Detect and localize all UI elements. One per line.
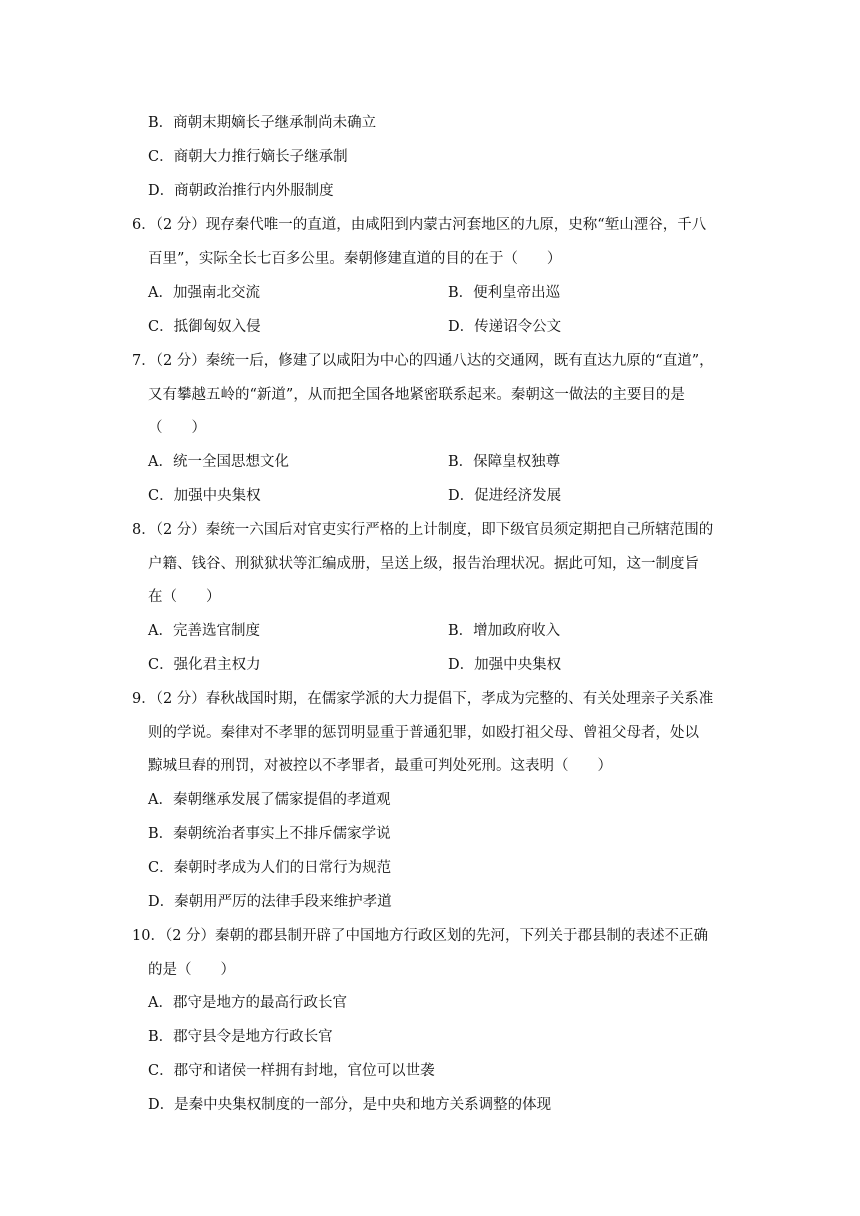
q9-option-a: A．秦朝继承发展了儒家提倡的孝道观 <box>148 792 391 808</box>
q8-stem-line1: 8．（2 分）秦统一六国后对官吏实行严格的上计制度，即下级官员须定期把自己所辖范围的 <box>132 522 714 538</box>
q6-option-d: D．传递诏令公文 <box>448 319 562 335</box>
q9-option-b: B．秦朝统治者事实上不排斥儒家学说 <box>148 826 391 842</box>
q10-option-a: A．郡守是地方的最高行政长官 <box>148 995 347 1011</box>
q9-stem-line3: 黥城旦舂的刑罚，对被控以不孝罪者，最重可判处死刑。这表明（ ） <box>148 758 612 774</box>
q7-option-b: B．保障皇权独尊 <box>448 454 561 470</box>
q9-stem-line2: 则的学说。秦律对不孝罪的惩罚明显重于普通犯罪，如殴打祖父母、曾祖父母者，处以 <box>148 725 699 741</box>
q8-option-a: A．完善选官制度 <box>148 623 260 639</box>
q10-option-c: C．郡守和诸侯一样拥有封地，官位可以世袭 <box>148 1063 435 1079</box>
q8-option-c: C．强化君主权力 <box>148 657 261 673</box>
q9-option-c: C．秦朝时孝成为人们的日常行为规范 <box>148 860 392 876</box>
q6-stem-line2: 百里”，实际全长七百多公里。秦朝修建直道的目的在于（ ） <box>148 251 562 267</box>
q7-option-d: D．促进经济发展 <box>448 488 562 504</box>
q9-option-d: D．秦朝用严厉的法律手段来维护孝道 <box>148 894 392 910</box>
q7-option-c: C．加强中央集权 <box>148 488 261 504</box>
q7-stem-line1: 7．（2 分）秦统一后，修建了以咸阳为中心的四通八达的交通网，既有直达九原的“直道”， <box>132 353 714 369</box>
q10-option-b: B．郡守县令是地方行政长官 <box>148 1029 333 1045</box>
q10-stem-line2: 的是（ ） <box>148 962 235 978</box>
q6-stem-line1: 6．（2 分）现存秦代唯一的直道，由咸阳到内蒙古河套地区的九原，史称“堑山湮谷，千八 <box>132 217 707 233</box>
q9-stem-line1: 9．（2 分）春秋战国时期，在儒家学派的大力提倡下，孝成为完整的、有关处理亲子关系准 <box>132 691 714 707</box>
prev-option-d: D．商朝政治推行内外服制度 <box>148 183 334 199</box>
q8-option-d: D．加强中央集权 <box>448 657 562 673</box>
q7-option-a: A．统一全国思想文化 <box>148 454 289 470</box>
q6-option-c: C．抵御匈奴入侵 <box>148 319 261 335</box>
q7-stem-line2: 又有攀越五岭的“新道”，从而把全国各地紧密联系起来。秦朝这一做法的主要目的是 <box>148 387 685 403</box>
q8-stem-line2: 户籍、钱谷、刑狱狱状等汇编成册，呈送上级，报告治理状况。据此可知，这一制度旨 <box>148 556 699 572</box>
q7-stem-line3: （ ） <box>148 420 206 436</box>
prev-option-c: C．商朝大力推行嫡长子继承制 <box>148 149 348 165</box>
q10-option-d: D．是秦中央集权制度的一部分，是中央和地方关系调整的体现 <box>148 1097 552 1113</box>
q6-option-a: A．加强南北交流 <box>148 285 260 301</box>
q10-stem-line1: 10．（2 分）秦朝的郡县制开辟了中国地方行政区划的先河，下列关于郡县制的表述不正确 <box>132 928 709 944</box>
prev-option-b: B．商朝末期嫡长子继承制尚未确立 <box>148 115 377 131</box>
q6-option-b: B．便利皇帝出巡 <box>448 285 561 301</box>
q8-stem-line3: 在（ ） <box>148 589 221 605</box>
q8-option-b: B．增加政府收入 <box>448 623 561 639</box>
